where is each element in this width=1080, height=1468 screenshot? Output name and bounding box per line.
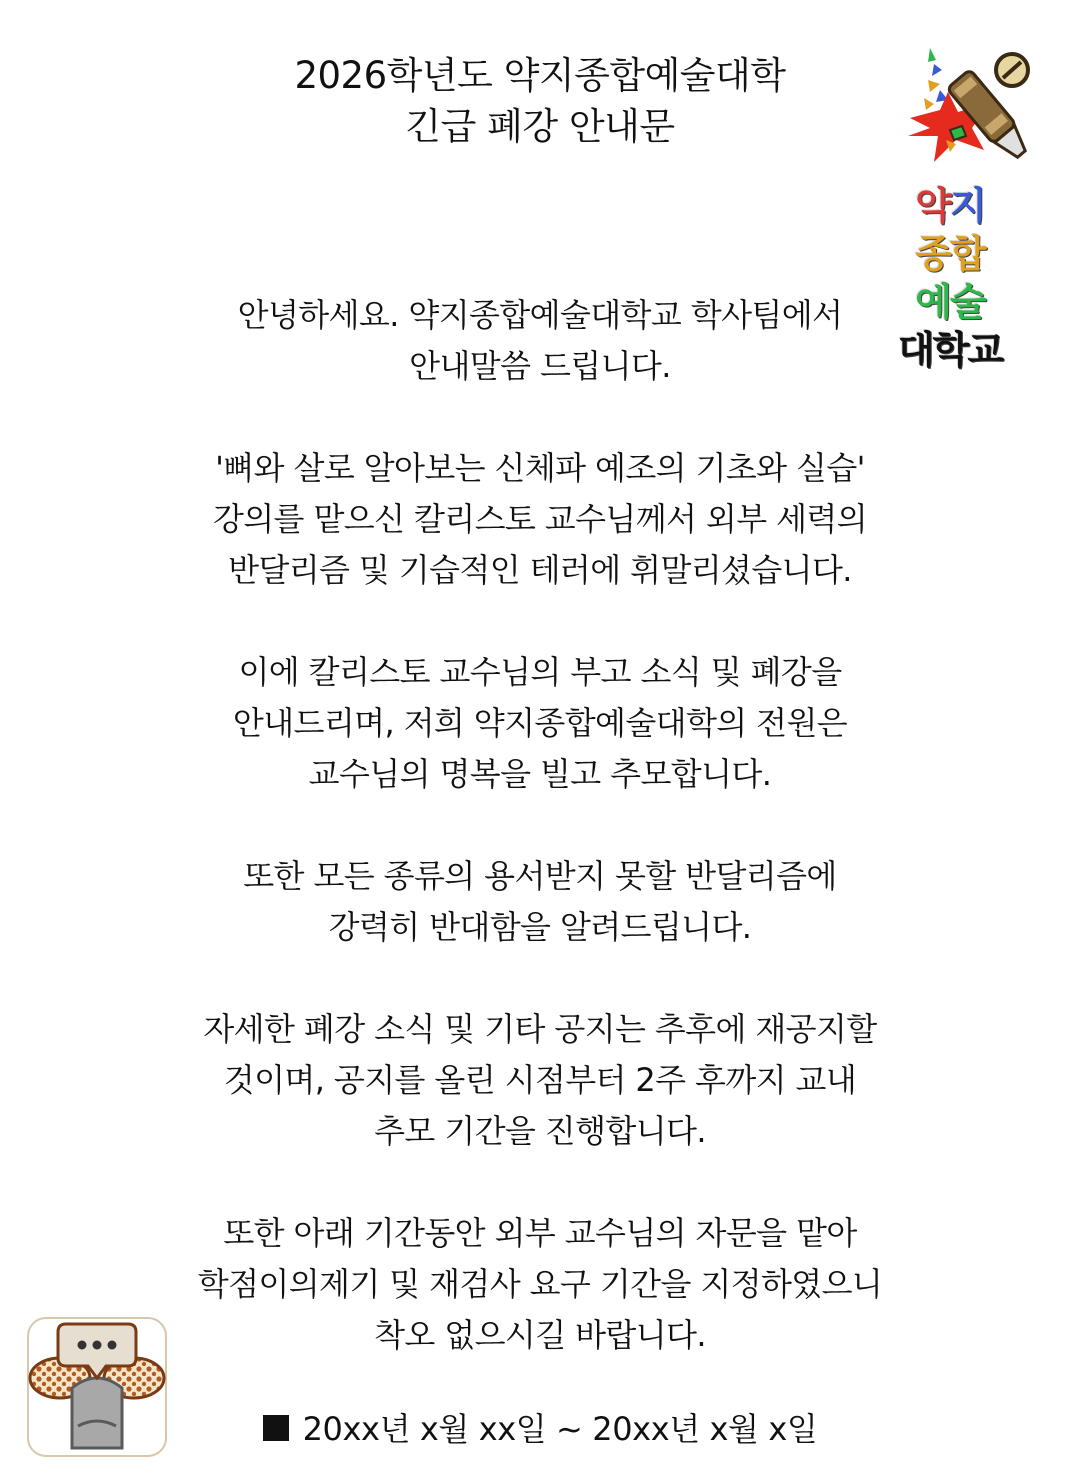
logo-character: 합 xyxy=(950,232,985,276)
logo-character: 대 xyxy=(897,328,933,372)
notice-line: '뼈와 살로 알아보는 신체파 예조의 기초와 실습' xyxy=(215,449,865,487)
logo-character: 약 xyxy=(915,184,950,228)
notice-line: 이에 칼리스토 교수님의 부고 소식 및 폐강을 xyxy=(238,653,842,691)
notice-line: 교수님의 명복을 빌고 추모합니다. xyxy=(308,755,772,793)
notice-line: 또한 아래 기간동안 외부 교수님의 자문을 맡아 xyxy=(223,1214,857,1252)
notice-line: 안내말씀 드립니다. xyxy=(409,347,671,385)
notice-line: 강력히 반대함을 알려드립니다. xyxy=(328,908,752,946)
logo-line-2 xyxy=(880,230,1020,278)
paragraph-greeting xyxy=(0,290,1080,392)
notice-line: 자세한 폐강 소식 및 기타 공지는 추후에 재공지할 xyxy=(203,1010,877,1048)
notice-line: 안내드리며, 저희 약지종합예술대학의 전원은 xyxy=(232,704,848,742)
notice-line: 안녕하세요. 약지종합예술대학교 학사팀에서 xyxy=(237,296,843,334)
paragraph-memorial-period xyxy=(0,1004,1080,1157)
paragraph-opposition xyxy=(0,851,1080,953)
notice-line: 착오 없으시길 바랍니다. xyxy=(374,1316,706,1354)
notice-line: 학점이의제기 및 재검사 요구 기간을 지정하였으니 xyxy=(197,1265,883,1303)
notice-line: 것이며, 공지를 올린 시점부터 2주 후까지 교내 xyxy=(223,1061,857,1099)
paragraph-incident xyxy=(0,443,1080,596)
appeal-period-dates: 20xx년 x월 xx일 ~ 20xx년 x월 x일 xyxy=(302,1410,818,1448)
logo-character: 술 xyxy=(950,280,985,324)
notice-line: 반달리즘 및 기습적인 테러에 휘말리셨습니다. xyxy=(228,551,852,589)
speech-bubble-mascot-icon xyxy=(26,1316,168,1458)
paragraph-condolence xyxy=(0,647,1080,800)
logo-character: 교 xyxy=(967,328,1003,372)
black-square-bullet-icon xyxy=(263,1415,289,1441)
notice-line: 또한 모든 종류의 용서받지 못할 반달리즘에 xyxy=(243,857,837,895)
logo-character: 예 xyxy=(915,280,950,324)
notice-line: 추모 기간을 진행합니다. xyxy=(374,1112,706,1150)
title-line-1: 2026학년도 약지종합예술대학 xyxy=(294,54,786,97)
logo-character: 학 xyxy=(932,328,968,372)
logo-character: 지 xyxy=(950,184,985,228)
notice-body xyxy=(0,290,1080,1412)
notice-line: 강의를 맡으신 칼리스토 교수님께서 외부 세력의 xyxy=(212,500,868,538)
logo-character: 종 xyxy=(915,232,950,276)
title-line-2: 긴급 폐강 안내문 xyxy=(405,105,675,148)
logo-line-1 xyxy=(880,182,1020,230)
